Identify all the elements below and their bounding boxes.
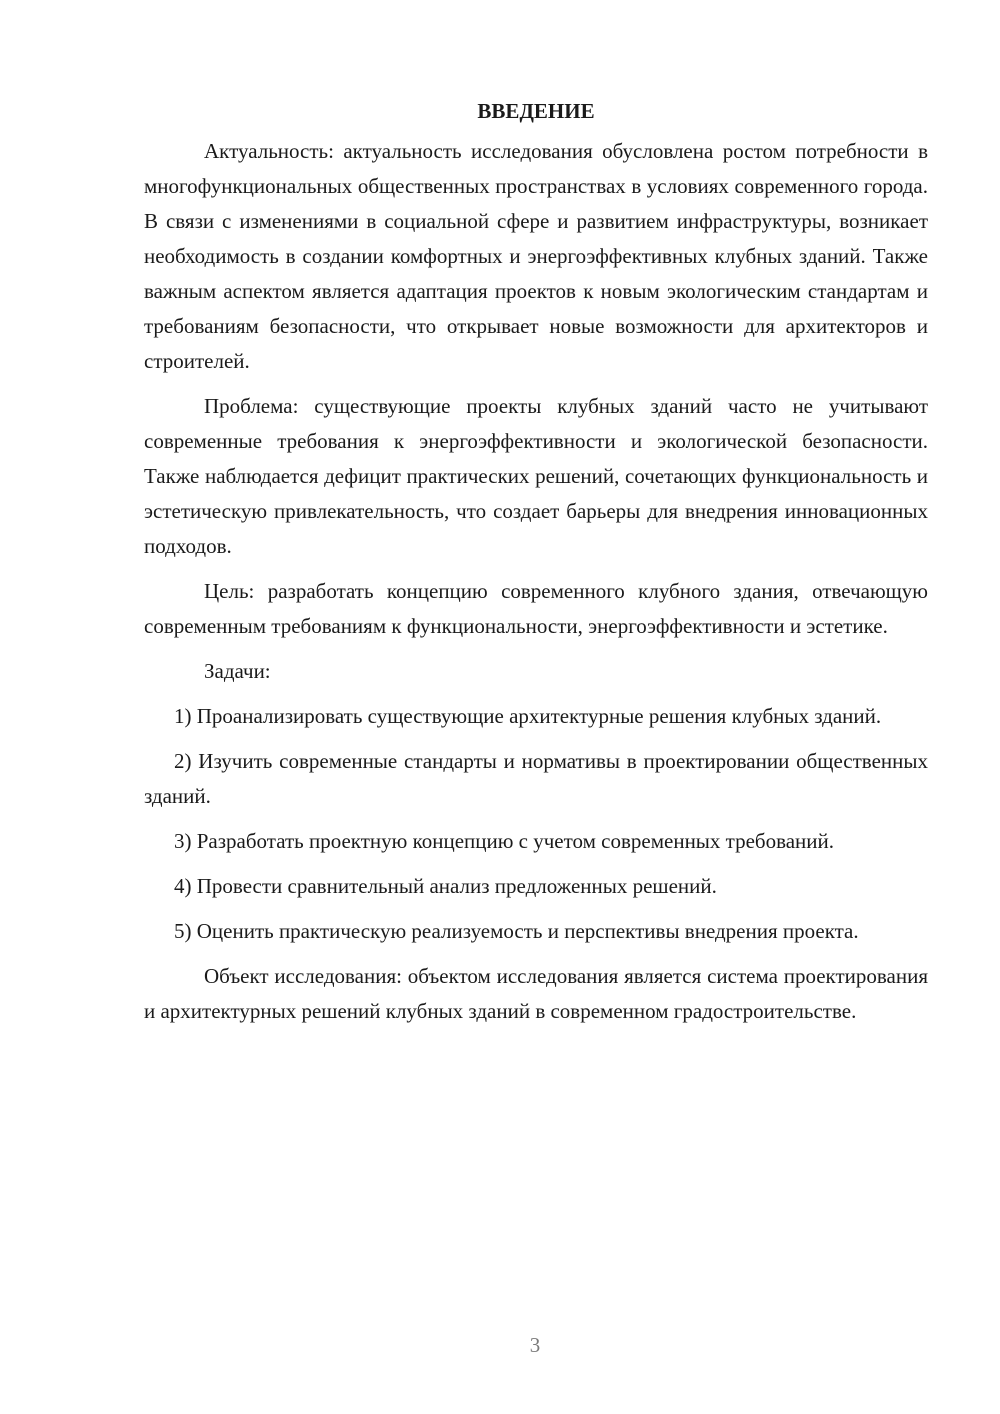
paragraph-problem: Проблема: существующие проекты клубных зданий часто не учитывают современные требования к энергоэффективности и экологической безопасности. Также наблюдается дефицит практических решений, сочетающих функциональность и эстетическую привлекательность, что создает барьеры для внедрения инновационных подходов.	[144, 394, 928, 558]
task-item-4: 4) Провести сравнительный анализ предложенных решений.	[174, 874, 717, 898]
paragraph-relevance: Актуальность: актуальность исследования обусловлена ростом потребности в многофункциональных общественных пространствах в условиях современного города. В связи с изменениями в социальной сфере и развитием инфраструктуры, возникает необходимость в создании комфортных и энергоэффективных клубных зданий. Также важным аспектом является адаптация проектов к новым экологическим стандартам и требованиям безопасности, что открывает новые возможности для архитекторов и строителей.	[144, 139, 928, 373]
section-title: ВВЕДЕНИЕ	[477, 99, 595, 123]
paragraph-goal: Цель: разработать концепцию современного клубного здания, отвечающую современным требованиям к функциональности, энергоэффективности и эстетике.	[144, 579, 928, 638]
page-number: 3	[529, 1333, 541, 1357]
tasks-heading: Задачи:	[204, 659, 271, 683]
task-item-3: 3) Разработать проектную концепцию с учетом современных требований.	[174, 829, 835, 853]
page-content	[144, 96, 928, 1039]
paragraph-object: Объект исследования: объектом исследования является система проектирования и архитектурных решений клубных зданий в современном градостроительстве.	[144, 964, 928, 1023]
task-item-1: 1) Проанализировать существующие архитектурные решения клубных зданий.	[174, 704, 882, 728]
task-item-2: 2) Изучить современные стандарты и нормативы в проектировании общественных зданий.	[144, 749, 928, 808]
tasks-list	[144, 699, 928, 949]
task-item-5: 5) Оценить практическую реализуемость и перспективы внедрения проекта.	[174, 919, 859, 943]
